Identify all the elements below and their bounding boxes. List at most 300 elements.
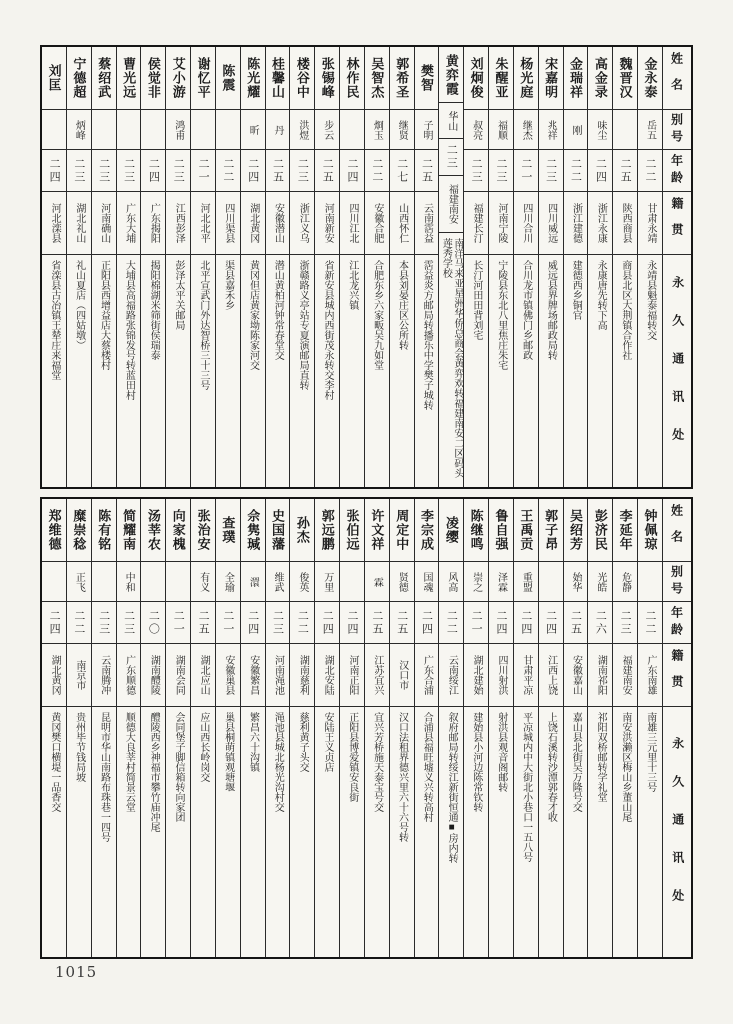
cell-age: 二三 [489, 150, 513, 192]
cell-alias: 岳五 [638, 110, 662, 150]
cell-age: 二一 [166, 602, 190, 644]
cell-addr: 江北龙兴镇 [346, 260, 358, 310]
entry-column [389, 47, 414, 487]
header-age: 年龄 [663, 150, 691, 192]
cell-alias: 霖 [365, 562, 389, 602]
cell-native: 四川威远 [539, 192, 563, 255]
cell-age: 二二 [564, 150, 588, 192]
entry-column [190, 499, 215, 957]
cell-alias: 昕 [241, 110, 265, 150]
header-address: 永久通讯处 [670, 737, 685, 927]
header-address: 永久通讯处 [670, 276, 685, 466]
cell-native: 湖南慈利 [290, 644, 314, 707]
cell-alias: 澴 [241, 562, 265, 602]
cell-age: 二三 [117, 150, 141, 192]
cell-addr: 合浦县福旺墟义兴转高村 [421, 712, 433, 822]
cell-alias: 维武 [266, 562, 290, 602]
cell-name: 刘炯俊 [464, 47, 488, 110]
cell-native: 安徽合肥 [365, 192, 389, 255]
cell-name: 孙杰 [290, 499, 314, 562]
cell-age: 二三 [613, 602, 637, 644]
cell-age: 二四 [340, 150, 364, 192]
cell-age: 二〇 [141, 602, 165, 644]
cell-age: 二四 [340, 602, 364, 644]
cell-native: 云南绥江 [439, 644, 463, 707]
entry-column [513, 499, 538, 957]
cell-name: 金瑞祥 [564, 47, 588, 110]
cell-alias: 鸿甫 [166, 110, 190, 150]
cell-name: 艾小游 [166, 47, 190, 110]
cell-age: 二四 [489, 602, 513, 644]
cell-name: 曹光远 [117, 47, 141, 110]
cell-age: 二五 [191, 602, 215, 644]
entry-column [215, 499, 240, 957]
cell-alias [638, 562, 662, 602]
cell-age: 二三 [464, 150, 488, 192]
entry-column [488, 47, 513, 487]
cell-name: 鲁自强 [489, 499, 513, 562]
cell-addr: 大埔县高福路张锦发号转蓝田村 [123, 260, 135, 400]
entry-column [389, 499, 414, 957]
cell-age: 二五 [315, 150, 339, 192]
cell-age: 二四 [539, 602, 563, 644]
cell-name: 佘隽瑊 [241, 499, 265, 562]
cell-alias: 有义 [191, 562, 215, 602]
cell-name: 林作民 [340, 47, 364, 110]
cell-addr: 贵州毕节钱局坡 [73, 712, 85, 782]
cell-addr: 彭泽太平关邮局 [172, 260, 184, 330]
cell-age: 二二 [365, 150, 389, 192]
entry-column [42, 47, 66, 487]
cell-age: 二四 [241, 602, 265, 644]
cell-native: 湖南醴陵 [141, 644, 165, 707]
header-name: 姓名 [663, 47, 691, 110]
cell-addr: 昆明市华山南路布珠巷一四号 [98, 712, 110, 842]
cell-native: 河北滦县 [42, 192, 66, 255]
entry-column [140, 47, 165, 487]
cell-native: 云南腾冲 [92, 644, 116, 707]
cell-native: 江西彭泽 [166, 192, 190, 255]
cell-native: 江西上饶 [539, 644, 563, 707]
entry-column [289, 47, 314, 487]
cell-addr: 建始县小河边陈常钦转 [470, 712, 482, 812]
cell-name: 金永泰 [638, 47, 662, 110]
cell-age: 二三 [117, 602, 141, 644]
cell-addr: 长汀河田田背刘宅 [470, 260, 482, 340]
cell-native: 湖北应山 [191, 644, 215, 707]
cell-addr: 潜山黄柏河钟常春堂交 [272, 260, 284, 360]
cell-native: 福建南安 [439, 176, 463, 232]
cell-name: 李宗成 [415, 499, 439, 562]
entry-column [289, 499, 314, 957]
cell-native: 福建南安 [613, 644, 637, 707]
cell-age: 二三 [290, 150, 314, 192]
cell-native: 湖北建始 [464, 644, 488, 707]
cell-addr: 北平宣武门外达智桥三十三号 [197, 260, 209, 390]
cell-native: 甘肃永靖 [638, 192, 662, 255]
cell-age: 二三 [92, 150, 116, 192]
entry-column [165, 499, 190, 957]
header-alias: 别号 [663, 110, 691, 150]
cell-name: 史国藩 [266, 499, 290, 562]
cell-alias [216, 110, 240, 150]
header-alias: 别号 [663, 562, 691, 602]
cell-age: 二三 [266, 602, 290, 644]
cell-name: 简耀南 [117, 499, 141, 562]
cell-name: 糜崇稔 [67, 499, 91, 562]
cell-name: 凌缨 [439, 499, 463, 562]
cell-alias [141, 562, 165, 602]
cell-age: 二五 [266, 150, 290, 192]
cell-native: 四川合川 [514, 192, 538, 255]
cell-name: 陈光耀 [241, 47, 265, 110]
cell-addr: 威远县界牌场邮政局转 [545, 260, 557, 360]
cell-alias: 危静 [613, 562, 637, 602]
entry-column [637, 499, 662, 957]
cell-addr: 正阳县西增益店大蔡楼村 [98, 260, 110, 370]
cell-alias: 光皓 [588, 562, 612, 602]
cell-name: 周定中 [390, 499, 414, 562]
cell-native: 广东南雄 [638, 644, 662, 707]
cell-age: 二三 [439, 139, 463, 177]
cell-name: 汤莘农 [141, 499, 165, 562]
cell-name: 魏晋汉 [613, 47, 637, 110]
entry-column [463, 47, 488, 487]
entry-column [364, 499, 389, 957]
cell-age: 二二 [216, 150, 240, 192]
cell-addr: 南安洪濑区梅山乡董山尾 [619, 712, 631, 822]
cell-alias: 兆祥 [539, 110, 563, 150]
cell-name: 陈有铭 [92, 499, 116, 562]
entry-column [339, 47, 364, 487]
cell-alias: 国魂 [415, 562, 439, 602]
cell-addr: 应山西长岭岗交 [197, 712, 209, 782]
cell-native: 四川江北 [340, 192, 364, 255]
cell-age: 二二 [638, 602, 662, 644]
entry-column [190, 47, 215, 487]
entry-column [66, 47, 91, 487]
header-native: 籍贯 [663, 644, 691, 707]
cell-native: 江苏宜兴 [365, 644, 389, 707]
cell-native: 陕西商县 [613, 192, 637, 255]
cell-native: 广东揭阳 [141, 192, 165, 255]
cell-alias: 继贤 [390, 110, 414, 150]
entry-column [488, 499, 513, 957]
entry-column [438, 499, 463, 957]
entry-column [240, 47, 265, 487]
cell-age: 二五 [415, 150, 439, 192]
cell-addr: 叙府邮局转绥江新街恒通■房内转 [446, 712, 458, 863]
register-table-bottom [40, 497, 693, 959]
cell-age: 二六 [588, 602, 612, 644]
cell-age: 二四 [514, 602, 538, 644]
cell-addr: 霑益炎方邮局转播乐中学樊子城转 [421, 260, 433, 410]
cell-name: 张锡峰 [315, 47, 339, 110]
cell-name: 桂馨山 [266, 47, 290, 110]
cell-age: 二四 [588, 150, 612, 192]
cell-addr: 省新安县城内西街茂永转交李村 [321, 260, 333, 400]
cell-age: 二一 [191, 150, 215, 192]
cell-alias [92, 110, 116, 150]
entry-column [463, 499, 488, 957]
cell-addr: 渑池县城北杨光沟村交 [272, 712, 284, 812]
cell-native: 湖北黄冈 [42, 644, 66, 707]
cell-addr: 揭阳棉湖米筛街侯瑞泰 [148, 260, 160, 360]
entry-column [314, 47, 339, 487]
cell-age: 二三 [166, 150, 190, 192]
cell-alias [166, 562, 190, 602]
cell-native: 南京市 [67, 644, 91, 707]
cell-native: 安徽嘉山 [564, 644, 588, 707]
cell-name: 宁德超 [67, 47, 91, 110]
cell-name: 陈震 [216, 47, 240, 110]
header-age: 年龄 [663, 602, 691, 644]
cell-alias: 炳峰 [67, 110, 91, 150]
cell-native: 甘肃平凉 [514, 644, 538, 707]
cell-alias [539, 562, 563, 602]
cell-alias [340, 110, 364, 150]
cell-native: 广东顺德 [117, 644, 141, 707]
cell-addr: 嘉山县北街吴万隆号交 [570, 712, 582, 812]
entry-column [240, 499, 265, 957]
cell-age: 二四 [315, 602, 339, 644]
cell-name: 侯觉非 [141, 47, 165, 110]
entry-column [314, 499, 339, 957]
cell-addr: 宜兴芳桥施天泰宝号交 [371, 712, 383, 812]
entry-column [438, 47, 463, 487]
cell-addr: 合肥东乡六家畈吴九如堂 [371, 260, 383, 370]
cell-alias: 味尘 [588, 110, 612, 150]
cell-alias [42, 110, 66, 150]
cell-alias [191, 110, 215, 150]
cell-addr: 顺德大良莘村简景云堂 [123, 712, 135, 812]
cell-alias: 中和 [117, 562, 141, 602]
cell-native: 湖北礼山 [67, 192, 91, 255]
entry-column [265, 499, 290, 957]
cell-addr: 安陆王义贞店 [321, 712, 333, 772]
cell-alias [117, 110, 141, 150]
entry-column [265, 47, 290, 487]
cell-age: 二一 [216, 602, 240, 644]
entry-column [587, 47, 612, 487]
cell-alias: 崇之 [464, 562, 488, 602]
cell-native: 安徽繁昌 [241, 644, 265, 707]
cell-addr: 黄冈樊口横堤一品香交 [48, 712, 60, 812]
entry-column [66, 499, 91, 957]
cell-native: 河北北平 [191, 192, 215, 255]
cell-name: 吴智杰 [365, 47, 389, 110]
cell-alias: 万里 [315, 562, 339, 602]
cell-age: 二三 [67, 150, 91, 192]
cell-alias: 洪煜 [290, 110, 314, 150]
cell-native: 浙江永康 [588, 192, 612, 255]
cell-native: 安徽巢县 [216, 644, 240, 707]
cell-age: 二五 [613, 150, 637, 192]
cell-age: 二二 [439, 602, 463, 644]
cell-addr: 合川龙市镇佛门乡邮政 [520, 260, 532, 360]
cell-addr: 巢县桐萌镇观塘堰 [222, 712, 234, 792]
cell-name: 刘匡 [42, 47, 66, 110]
cell-addr: 上饶石溪转沙潭郭春才收 [545, 712, 557, 822]
entry-column [513, 47, 538, 487]
entry-column [538, 47, 563, 487]
cell-age: 二三 [539, 150, 563, 192]
cell-addr: 祁阳双桥邮转学礼堂 [595, 712, 607, 802]
header-column [662, 499, 691, 957]
cell-native: 福建长汀 [464, 192, 488, 255]
entry-column [91, 47, 116, 487]
cell-alias [613, 110, 637, 150]
cell-age: 二二 [638, 150, 662, 192]
cell-name: 樊智 [415, 47, 439, 110]
cell-name: 郭希圣 [390, 47, 414, 110]
cell-native: 山西怀仁 [390, 192, 414, 255]
cell-addr: 醴陵西乡神福市攀竹庙冲尾 [148, 712, 160, 832]
cell-alias: 福顺 [489, 110, 513, 150]
cell-alias: 子明 [415, 110, 439, 150]
cell-age: 二四 [141, 150, 165, 192]
cell-name: 李延年 [613, 499, 637, 562]
cell-addr: 本县刘晏庄区公所转 [396, 260, 408, 350]
cell-native: 安徽潜山 [266, 192, 290, 255]
cell-native: 河南宁陵 [489, 192, 513, 255]
cell-alias: 正飞 [67, 562, 91, 602]
cell-alias: 重盟 [514, 562, 538, 602]
cell-addr: 礼山夏店（四姑墩） [73, 260, 85, 350]
cell-native: 湖北安陆 [315, 644, 339, 707]
entry-column [587, 499, 612, 957]
cell-name: 王禹贡 [514, 499, 538, 562]
cell-name: 谢忆平 [191, 47, 215, 110]
cell-age: 二五 [365, 602, 389, 644]
cell-age: 二二 [67, 602, 91, 644]
cell-alias [340, 562, 364, 602]
cell-age: 二三 [92, 602, 116, 644]
cell-alias: 全瑜 [216, 562, 240, 602]
cell-native: 河南渑池 [266, 644, 290, 707]
entry-column [612, 499, 637, 957]
entry-column [165, 47, 190, 487]
cell-addr: 慈利黄子头交 [297, 712, 309, 772]
cell-native: 广东大埔 [117, 192, 141, 255]
cell-addr: 平凉城内中大街北小巷口一五八号 [520, 712, 532, 862]
cell-addr: 渠县嘉禾乡 [222, 260, 234, 310]
entry-column [563, 47, 588, 487]
cell-native: 湖南会同 [166, 644, 190, 707]
entry-column [116, 47, 141, 487]
cell-addr: 繁昌六十沟镇 [247, 712, 259, 772]
cell-age: 二五 [390, 602, 414, 644]
cell-addr: 省滦县古冶镇王辇庄来福堂 [48, 260, 60, 380]
cell-alias [141, 110, 165, 150]
cell-native: 云南霑益 [415, 192, 439, 255]
entry-column [91, 499, 116, 957]
header-native: 籍贯 [663, 192, 691, 255]
entry-column [140, 499, 165, 957]
cell-name: 蔡绍武 [92, 47, 116, 110]
cell-addr: 黄冈但店黄家坳陈家河交 [247, 260, 259, 370]
cell-alias: 丹 [266, 110, 290, 150]
cell-native: 广东合浦 [415, 644, 439, 707]
cell-alias: 俊英 [290, 562, 314, 602]
cell-name: 许文祥 [365, 499, 389, 562]
cell-alias: 刚 [564, 110, 588, 150]
cell-name: 查璞 [216, 499, 240, 562]
cell-name: 张治安 [191, 499, 215, 562]
cell-name: 陈继鸣 [464, 499, 488, 562]
cell-age: 二四 [241, 150, 265, 192]
cell-name: 高金录 [588, 47, 612, 110]
entry-column [414, 47, 439, 487]
cell-name: 黄弈霞 [439, 47, 463, 103]
cell-age: 二七 [390, 150, 414, 192]
cell-addr: 宁陵县东北八里焦庄朱宅 [495, 260, 507, 370]
cell-name: 楼谷中 [290, 47, 314, 110]
cell-name: 朱醒亚 [489, 47, 513, 110]
entry-column [364, 47, 389, 487]
cell-alias: 泽霖 [489, 562, 513, 602]
cell-addr: 建德西乡铜官 [570, 260, 582, 320]
entry-column [563, 499, 588, 957]
register-table-top [40, 45, 693, 489]
page-number: 1015 [55, 963, 98, 981]
cell-name: 郑维德 [42, 499, 66, 562]
cell-native: 河南正阳 [340, 644, 364, 707]
cell-name: 向家槐 [166, 499, 190, 562]
cell-alias: 继杰 [514, 110, 538, 150]
cell-alias: 叔亮 [464, 110, 488, 150]
cell-addr: 正阳县博爱镇安良街 [346, 712, 358, 802]
cell-native: 湖北黄冈 [241, 192, 265, 255]
entry-column [215, 47, 240, 487]
entry-column [414, 499, 439, 957]
entry-column [116, 499, 141, 957]
cell-alias [42, 562, 66, 602]
entry-column [538, 499, 563, 957]
cell-native: 河南确山 [92, 192, 116, 255]
entry-column [612, 47, 637, 487]
cell-name: 吴绍芳 [564, 499, 588, 562]
cell-alias: 烱玉 [365, 110, 389, 150]
cell-native: 浙江建德 [564, 192, 588, 255]
cell-age: 二四 [42, 150, 66, 192]
cell-addr: 南洋马来亚星洲华侨总商会黄弈欢转福建南安二区码头莲秀学校 [440, 237, 463, 478]
cell-addr: 汉口法租界德兴里六十六号转 [396, 712, 408, 842]
header-column [662, 47, 691, 487]
cell-native: 四川渠县 [216, 192, 240, 255]
cell-age: 二一 [464, 602, 488, 644]
cell-addr: 射洪县观音阁邮转 [495, 712, 507, 792]
cell-native: 浙江义乌 [290, 192, 314, 255]
cell-native: 汉口市 [390, 644, 414, 707]
cell-age: 二四 [415, 602, 439, 644]
cell-native: 湖南祁阳 [588, 644, 612, 707]
cell-name: 郭远鹏 [315, 499, 339, 562]
cell-alias: 贤德 [390, 562, 414, 602]
entry-column [42, 499, 66, 957]
cell-alias: 步云 [315, 110, 339, 150]
cell-name: 彭济民 [588, 499, 612, 562]
cell-alias: 风高 [439, 562, 463, 602]
cell-alias [92, 562, 116, 602]
cell-name: 张伯远 [340, 499, 364, 562]
cell-native: 河南新安 [315, 192, 339, 255]
cell-addr: 商县北区大荆镇合作社 [619, 260, 631, 360]
cell-addr: 会同堡子脚信箱转向家团 [172, 712, 184, 822]
entry-column [637, 47, 662, 487]
cell-name: 宋嘉明 [539, 47, 563, 110]
cell-alias: 始华 [564, 562, 588, 602]
